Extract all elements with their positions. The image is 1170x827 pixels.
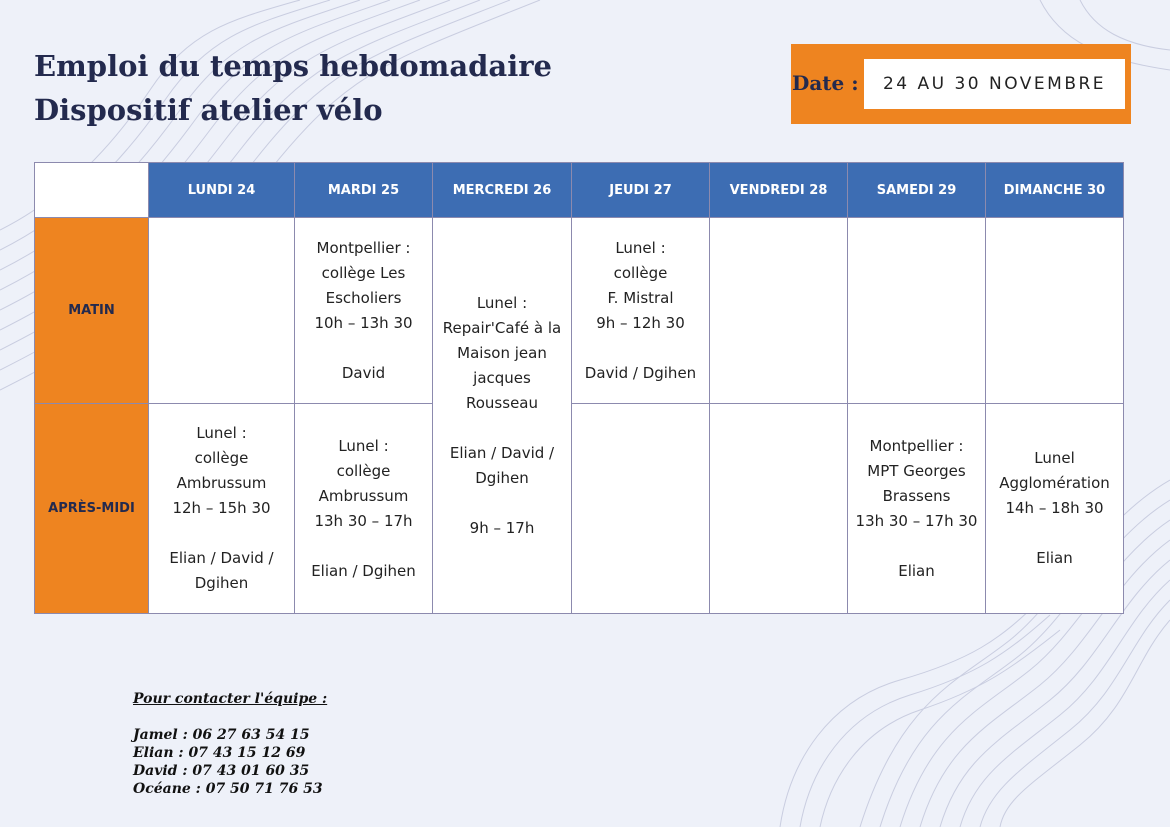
schedule-table [34, 162, 1124, 614]
cell-lundi-apres-midi [149, 404, 295, 614]
contact-line: Jamel : 06 27 63 54 15 [133, 727, 310, 743]
cell-line: 14h – 18h 30 [1005, 499, 1104, 517]
cell-line: Brassens [882, 486, 951, 505]
cell-dimanche-apres-midi [986, 404, 1124, 614]
cell-line: 12h – 15h 30 [172, 499, 271, 517]
cell-line: David / Dgihen [584, 363, 697, 382]
cell-jeudi-matin [572, 218, 710, 404]
cell-line: Rousseau [466, 393, 538, 412]
cell-line: Elian [898, 561, 935, 580]
cell-line [848, 534, 985, 559]
cell-line: Montpellier : [316, 238, 411, 257]
title-line-1: Emploi du temps hebdomadaire [34, 49, 552, 83]
cell-line: Maison jean [457, 343, 547, 362]
cell-line: Ambrussum [176, 474, 267, 492]
cell-dimanche-matin [986, 218, 1124, 404]
row-header-matin: MATIN [35, 218, 149, 404]
matin-row [35, 218, 1124, 404]
cell-line: Lunel : [196, 424, 247, 442]
cell-line: Lunel [1034, 449, 1075, 467]
corner-cell [35, 163, 149, 218]
page-title [34, 44, 552, 132]
cell-line: Lunel : [338, 436, 389, 455]
cell-samedi-matin [848, 218, 986, 404]
title-line-2: Dispositif atelier vélo [34, 93, 383, 127]
contact-line: Océane : 07 50 71 76 53 [133, 781, 323, 797]
cell-mercredi-journee [433, 218, 572, 614]
day-header: VENDREDI 28 [710, 163, 848, 218]
cell-line: Elian [1036, 549, 1073, 567]
cell-line: jacques [473, 368, 531, 387]
cell-line: Montpellier : [869, 436, 964, 455]
day-header: MERCREDI 26 [433, 163, 572, 218]
cell-samedi-apres-midi [848, 404, 986, 614]
cell-mardi-apres-midi [295, 404, 433, 614]
cell-line: collège [336, 461, 391, 480]
cell-line: collège [194, 449, 249, 467]
cell-line: 10h – 13h 30 [314, 313, 413, 332]
cell-line: Ambrussum [318, 486, 409, 505]
cell-line: Elian / David / [449, 443, 555, 462]
day-header: SAMEDI 29 [848, 163, 986, 218]
cell-line: Repair'Café à la [442, 318, 562, 337]
cell-line [295, 534, 432, 559]
cell-line: David [341, 363, 386, 382]
contact-line: Elian : 07 43 15 12 69 [133, 745, 306, 761]
cell-line: Lunel : [615, 238, 666, 257]
day-header: DIMANCHE 30 [986, 163, 1124, 218]
cell-line: 9h – 12h 30 [596, 313, 685, 332]
cell-lundi-matin [149, 218, 295, 404]
cell-line: Escholiers [325, 288, 402, 307]
header-row [35, 163, 1124, 218]
cell-mardi-matin [295, 218, 433, 404]
cell-line: Elian / David / [169, 549, 274, 567]
cell-vendredi-apres-midi [710, 404, 848, 614]
contact-heading: Pour contacter l'équipe : [133, 691, 328, 707]
row-header-apres-midi: APRÈS-MIDI [35, 404, 149, 614]
cell-line: Agglomération [999, 474, 1110, 492]
cell-line [986, 521, 1123, 546]
cell-line: collège Les [321, 263, 406, 282]
cell-line [572, 336, 709, 361]
cell-line [149, 521, 294, 546]
cell-line: F. Mistral [607, 288, 674, 307]
date-label: Date : [792, 71, 859, 95]
cell-line: Dgihen [475, 468, 529, 487]
cell-line: 9h – 17h [469, 518, 535, 537]
cell-line: 13h 30 – 17h 30 [855, 511, 978, 530]
apres-midi-row [35, 404, 1124, 614]
cell-line: 13h 30 – 17h [314, 511, 413, 530]
contact-line: David : 07 43 01 60 35 [133, 763, 310, 779]
cell-line [433, 416, 571, 441]
cell-vendredi-matin [710, 218, 848, 404]
cell-line: Dgihen [194, 574, 249, 592]
cell-jeudi-apres-midi [572, 404, 710, 614]
cell-line: MPT Georges [867, 461, 966, 480]
day-header: MARDI 25 [295, 163, 433, 218]
day-header: LUNDI 24 [149, 163, 295, 218]
date-value: 24 AU 30 NOVEMBRE [864, 59, 1125, 109]
cell-line: Elian / Dgihen [311, 561, 416, 580]
day-header: JEUDI 27 [572, 163, 710, 218]
date-box [791, 44, 1131, 124]
contact-block [133, 690, 327, 798]
cell-line [295, 336, 432, 361]
cell-line [433, 491, 571, 516]
cell-line: collège [613, 263, 668, 282]
cell-line: Lunel : [476, 293, 528, 312]
